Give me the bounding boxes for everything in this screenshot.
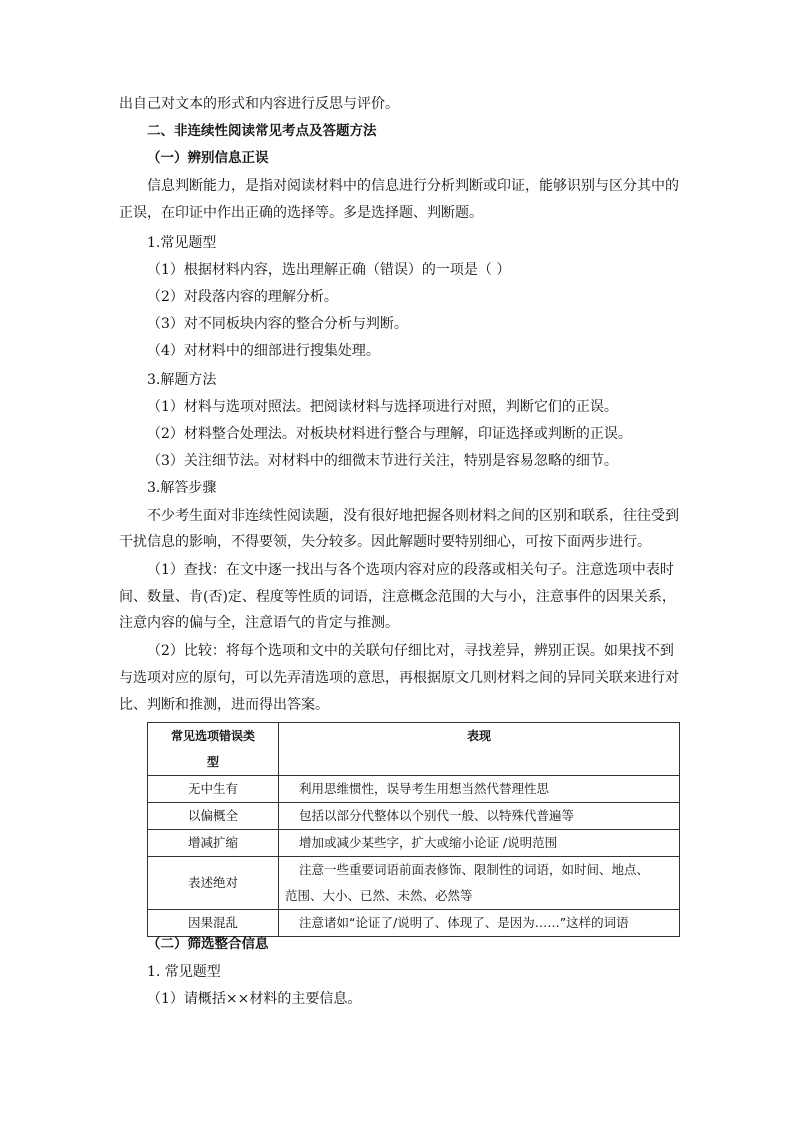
subsection-heading: （一）辨别信息正误 xyxy=(147,150,269,166)
paragraph-line: 与选项对应的原句，可以先弄清选项的意思，再根据原文几则材料之间的异同关联来进行对 xyxy=(119,670,679,686)
paragraph-line: 正误，在印证中作出正确的选择等。多是选择题、判断题。 xyxy=(119,205,483,221)
list-heading: 1. 常见题型 xyxy=(147,964,221,980)
paragraph-line: 出自己对文本的形式和内容进行反思与评价。 xyxy=(119,96,399,112)
paragraph-line: 间、数量、肯(否)定、程度等性质的词语，注意概念范围的大与小，注意事件的因果关系， xyxy=(119,589,676,605)
paragraph-line: 信息判断能力，是指对阅读材料中的信息进行分析判断或印证，能够识别与区分其中的 xyxy=(147,178,679,194)
paragraph-line: （2）比较：将每个选项和文中的关联句仔细比对，寻找差异，辨别正误。如果找不到 xyxy=(147,643,674,659)
type-cell: 增减扩缩 xyxy=(148,830,279,857)
table-header-cell xyxy=(148,723,279,776)
table-row xyxy=(148,830,680,857)
list-heading: 3.解题方法 xyxy=(147,372,217,388)
table-header-row xyxy=(148,723,680,776)
type-cell: 以偏概全 xyxy=(148,803,279,830)
list-item: （3）关注细节法。对材料中的细微末节进行关注，特别是容易忽略的细节。 xyxy=(147,453,618,469)
section-heading: 二、非连续性阅读常见考点及答题方法 xyxy=(147,123,377,139)
table-header-cell: 表现 xyxy=(279,723,680,776)
error-type-table xyxy=(147,722,680,937)
desc-cell: 注意诸如“论证了/说明了、体现了、是因为……”这样的词语 xyxy=(279,910,680,937)
list-item: （4）对材料中的细部进行搜集处理。 xyxy=(147,343,380,359)
subsection-heading: （二）筛选整合信息 xyxy=(147,936,269,952)
list-item: （2）材料整合处理法。对板块材料进行整合与理解，印证选择或判断的正误。 xyxy=(147,426,632,442)
desc-cell: 利用思维惯性，误导考生用想当然代替理性思 xyxy=(279,776,680,803)
desc-cell xyxy=(279,857,680,910)
list-heading: 3.解答步骤 xyxy=(147,480,217,496)
desc-cell: 增加或减少某些字，扩大或缩小论证 /说明范围 xyxy=(279,830,680,857)
list-item: （1）请概括××材料的主要信息。 xyxy=(147,991,362,1007)
paragraph-line: 干扰信息的影响，不得要领，失分较多。因此解题时要特别细心，可按下面两步进行。 xyxy=(119,534,651,550)
list-heading: 1.常见题型 xyxy=(147,235,217,251)
type-cell: 无中生有 xyxy=(148,776,279,803)
header-type-line: 型 xyxy=(206,755,219,769)
list-item: （1）根据材料内容，选出理解正确（错误）的一项是（ ） xyxy=(147,262,511,278)
desc-line: 注意一些重要词语前面表修饰、限制性的词语，如时间、地点、 xyxy=(299,862,650,877)
list-item: （1）材料与选项对照法。把阅读材料与选择项进行对照，判断它们的正误。 xyxy=(147,399,618,415)
paragraph-line: （1）查找：在文中逐一找出与各个选项内容对应的段落或相关句子。注意选项中表时 xyxy=(147,562,674,578)
list-item: （3）对不同板块内容的整合分析与判断。 xyxy=(147,316,408,332)
table-row xyxy=(148,776,680,803)
paragraph-line: 注意内容的偏与全，注意语气的肯定与推测。 xyxy=(119,615,399,631)
table-row xyxy=(148,857,680,910)
desc-line: 范围、大小、已然、未然、必然等 xyxy=(285,888,473,903)
paragraph-line: 比、判断和推测，进而得出答案。 xyxy=(119,697,329,713)
table-row xyxy=(148,803,680,830)
list-item: （2）对段落内容的理解分析。 xyxy=(147,289,338,305)
type-cell: 因果混乱 xyxy=(148,910,279,937)
desc-cell: 包括以部分代整体以个别代一般、以特殊代普遍等 xyxy=(279,803,680,830)
paragraph-line: 不少考生面对非连续性阅读题，没有很好地把握各则材料之间的区别和联系，往往受到 xyxy=(147,508,679,524)
table-row xyxy=(148,910,680,937)
header-type-line: 常见选项错误类 xyxy=(170,729,255,743)
type-cell: 表述绝对 xyxy=(148,857,279,910)
